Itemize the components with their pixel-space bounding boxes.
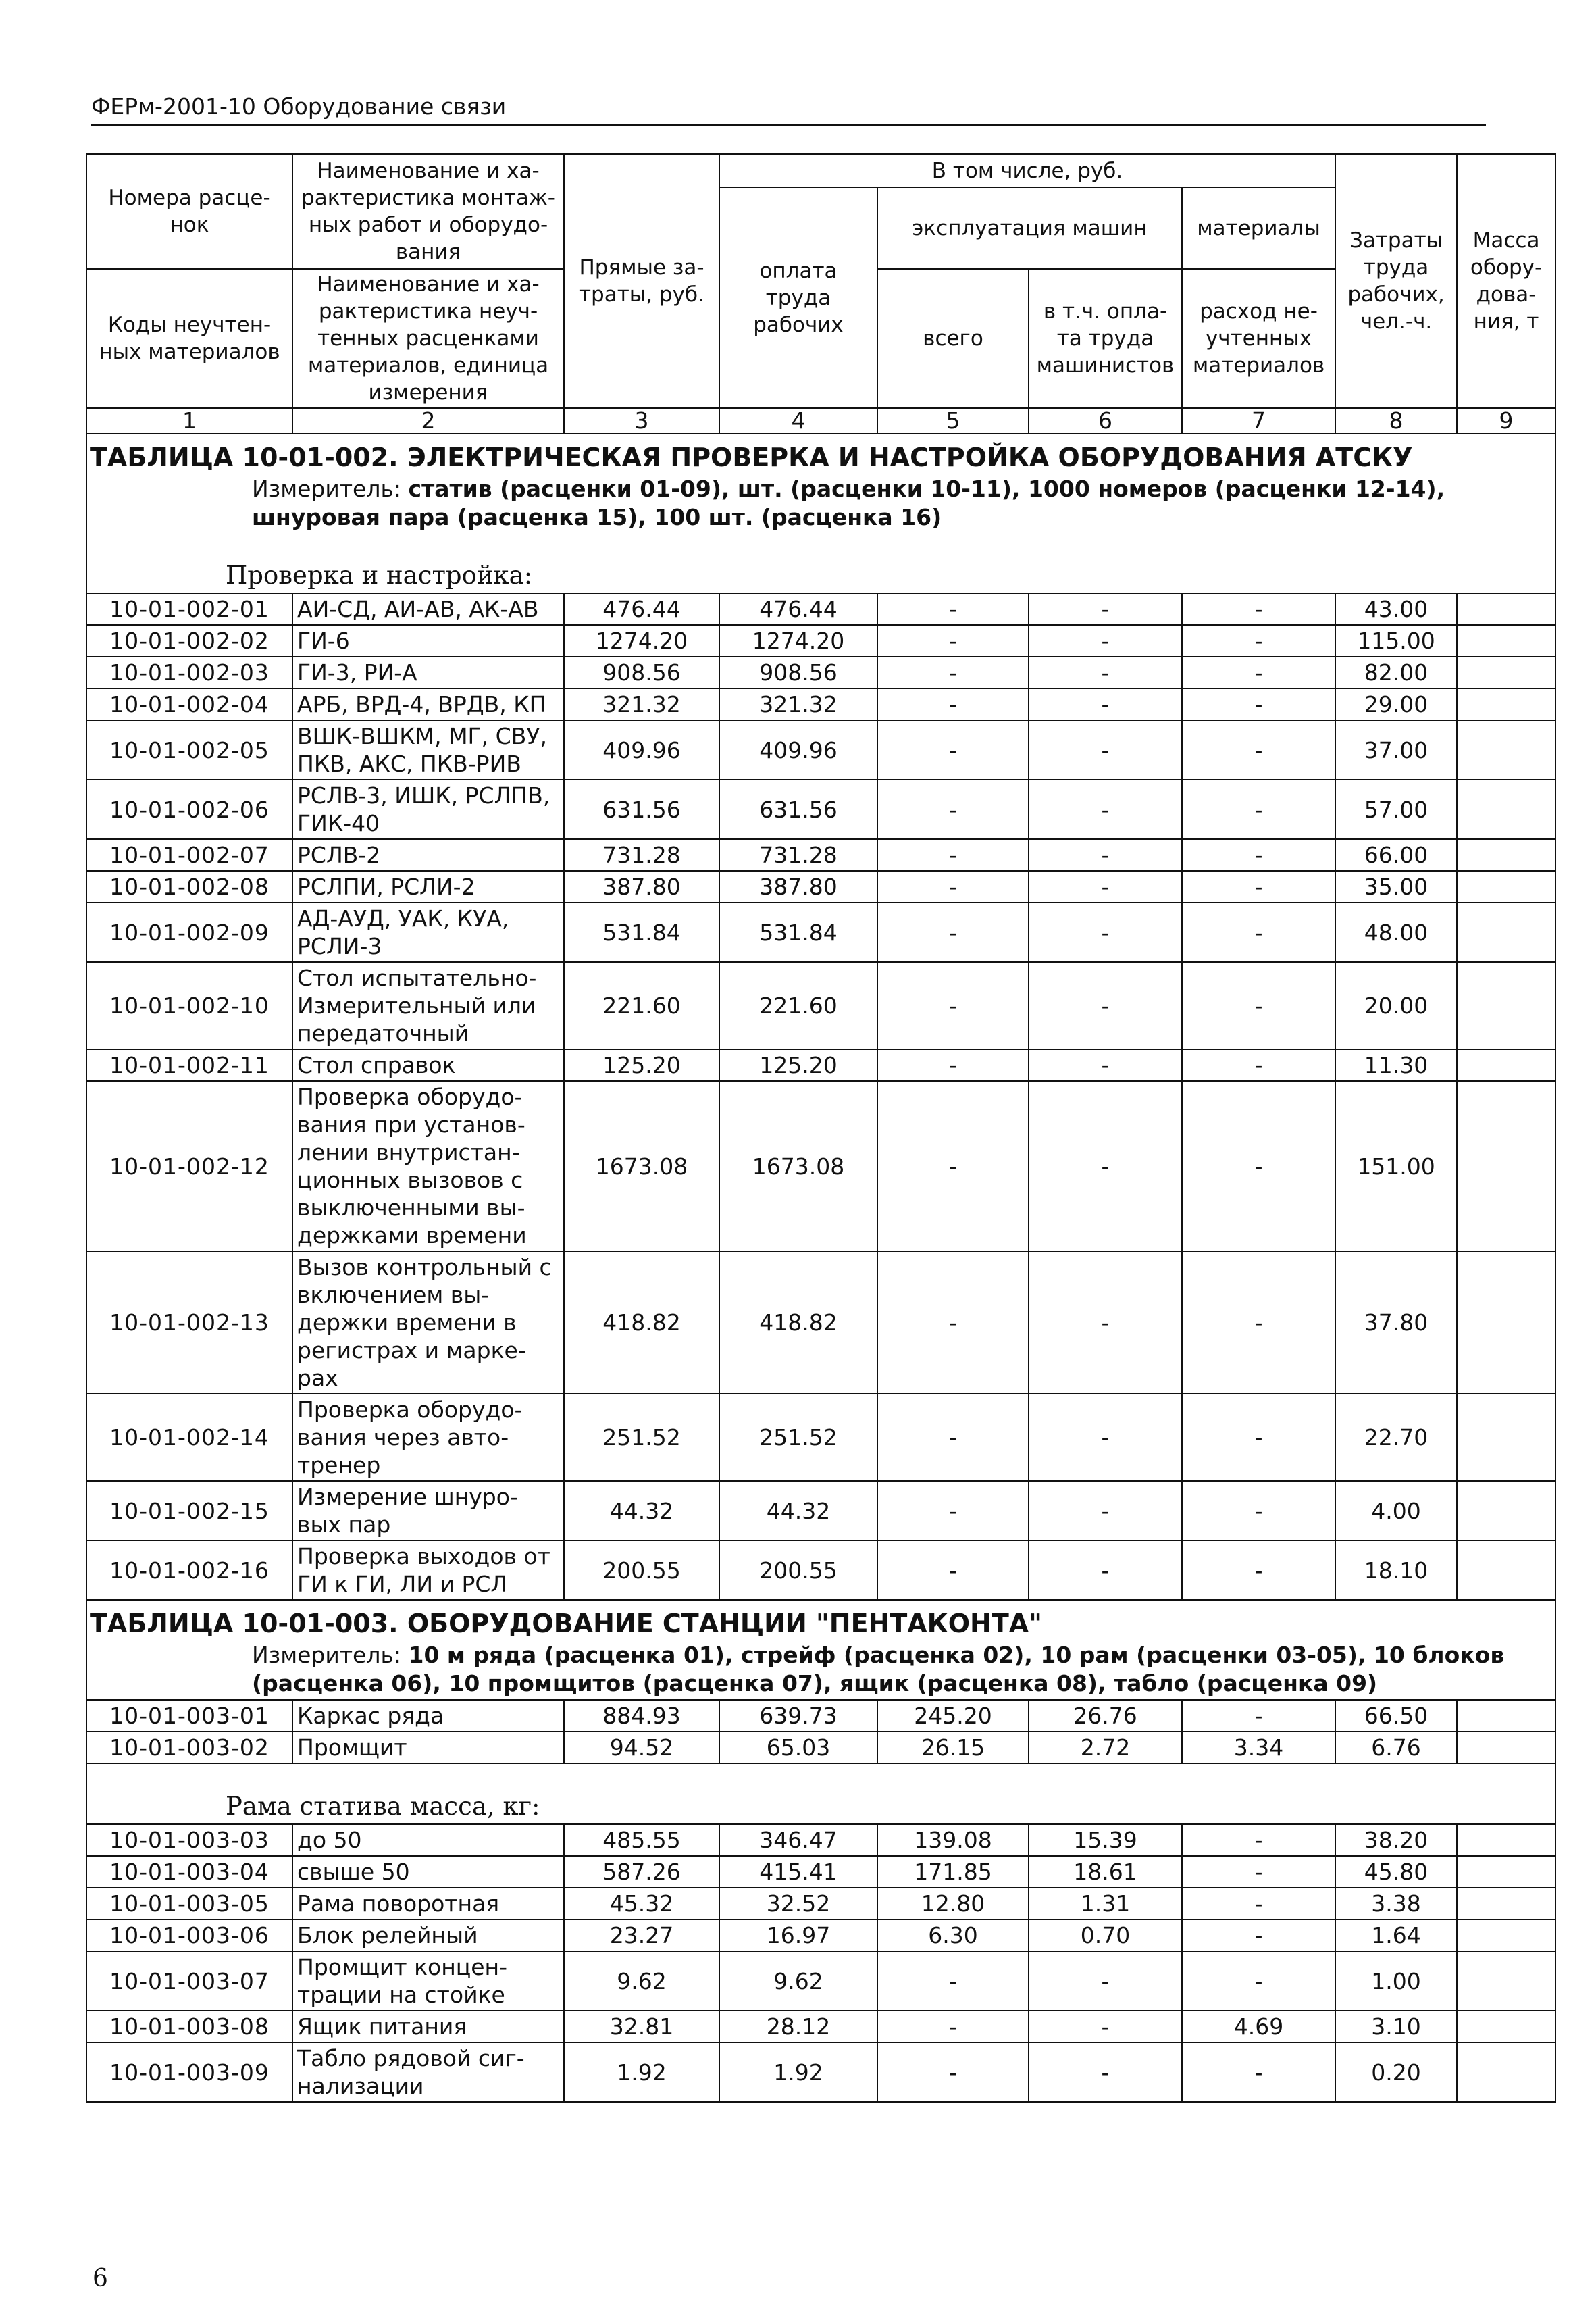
value-cell: - — [877, 871, 1029, 903]
value-cell: - — [877, 1394, 1029, 1481]
rate-code: 10-01-002-09 — [86, 903, 292, 962]
value-cell: - — [877, 2042, 1029, 2102]
col-material-consumption-header: расход не-учтенных материалов — [1182, 269, 1335, 408]
value-cell: 321.32 — [719, 688, 877, 720]
value-cell: - — [877, 593, 1029, 625]
value-cell — [1457, 871, 1555, 903]
value-cell: - — [877, 839, 1029, 871]
col-number: 4 — [719, 408, 877, 434]
col-worker-pay-header: оплата труда рабочих — [719, 188, 877, 408]
value-cell: 125.20 — [564, 1049, 719, 1081]
value-cell: - — [877, 962, 1029, 1049]
value-cell: - — [1029, 1540, 1182, 1600]
work-name: АИ-СД, АИ-АВ, АК-АВ — [292, 593, 564, 625]
value-cell: - — [877, 688, 1029, 720]
work-name: Вызов контрольный с включением вы-держки времени в регистрах и марке-рах — [292, 1251, 564, 1394]
value-cell — [1457, 688, 1555, 720]
value-cell — [1457, 720, 1555, 780]
value-cell: - — [1029, 593, 1182, 625]
col-number: 6 — [1029, 408, 1182, 434]
value-cell: 476.44 — [719, 593, 877, 625]
rate-code: 10-01-003-02 — [86, 1732, 292, 1763]
value-cell: 3.38 — [1335, 1888, 1457, 1919]
col-group-including-header: В том числе, руб. — [719, 154, 1335, 188]
table-row — [86, 1951, 1555, 2011]
unit-label: Измеритель: — [252, 1642, 402, 1668]
unit-text: статив (расценки 01-09), шт. (расценки 10-11), 1000 номеров (расценки 12-14), шнуровая пара (расценка 15), 100 шт. (расценка 16) — [252, 476, 1445, 530]
value-cell: 115.00 — [1335, 625, 1457, 657]
value-cell: - — [1182, 962, 1335, 1049]
value-cell: 23.27 — [564, 1919, 719, 1951]
work-name: Рама поворотная — [292, 1888, 564, 1919]
value-cell — [1457, 1856, 1555, 1888]
rate-code: 10-01-003-06 — [86, 1919, 292, 1951]
value-cell: 245.20 — [877, 1700, 1029, 1732]
value-cell: 9.62 — [719, 1951, 877, 2011]
value-cell: - — [877, 1481, 1029, 1540]
work-name: РСЛВ-3, ИШК, РСЛПВ, ГИК-40 — [292, 780, 564, 839]
value-cell: - — [1182, 1081, 1335, 1251]
value-cell: 20.00 — [1335, 962, 1457, 1049]
value-cell: - — [877, 657, 1029, 688]
unit-text: 10 м ряда (расценка 01), стрейф (расценка 02), 10 рам (расценки 03-05), 10 блоков (расценка 06), 10 промщитов (расценка 07), ящик (расценка 08), табло (расценка 09) — [252, 1642, 1505, 1696]
value-cell: - — [877, 2011, 1029, 2042]
table-row — [86, 1856, 1555, 1888]
value-cell: 151.00 — [1335, 1081, 1457, 1251]
table-row — [86, 1540, 1555, 1600]
value-cell: 32.81 — [564, 2011, 719, 2042]
rate-code: 10-01-003-08 — [86, 2011, 292, 2042]
value-cell: - — [1029, 720, 1182, 780]
table-row — [86, 839, 1555, 871]
col-labor-hours-header: Затраты труда рабочих, чел.-ч. — [1335, 154, 1457, 408]
value-cell: 4.69 — [1182, 2011, 1335, 2042]
value-cell: - — [1029, 2011, 1182, 2042]
rate-code: 10-01-002-03 — [86, 657, 292, 688]
rate-code: 10-01-002-05 — [86, 720, 292, 780]
work-name: АД-АУД, УАК, КУА, РСЛИ-3 — [292, 903, 564, 962]
table-row — [86, 1700, 1555, 1732]
value-cell: 125.20 — [719, 1049, 877, 1081]
value-cell: - — [1029, 688, 1182, 720]
work-name: Каркас ряда — [292, 1700, 564, 1732]
rate-code: 10-01-002-16 — [86, 1540, 292, 1600]
table-row — [86, 903, 1555, 962]
value-cell: - — [1029, 1481, 1182, 1540]
value-cell: 1.64 — [1335, 1919, 1457, 1951]
value-cell — [1457, 1251, 1555, 1394]
value-cell: 908.56 — [719, 657, 877, 688]
rate-code: 10-01-002-08 — [86, 871, 292, 903]
value-cell: - — [877, 1540, 1029, 1600]
work-name: Блок релейный — [292, 1919, 564, 1951]
value-cell: - — [1182, 1824, 1335, 1856]
rate-code: 10-01-002-02 — [86, 625, 292, 657]
table-row — [86, 1919, 1555, 1951]
rate-code: 10-01-002-15 — [86, 1481, 292, 1540]
value-cell: 1673.08 — [719, 1081, 877, 1251]
work-name: Табло рядовой сиг-нализации — [292, 2042, 564, 2102]
value-cell: - — [1182, 780, 1335, 839]
value-cell: - — [1029, 871, 1182, 903]
work-name: Проверка выходов от ГИ к ГИ, ЛИ и РСЛ — [292, 1540, 564, 1600]
col-machinist-pay-header: в т.ч. опла-та труда машинистов — [1029, 269, 1182, 408]
value-cell: 3.34 — [1182, 1732, 1335, 1763]
value-cell: 200.55 — [719, 1540, 877, 1600]
value-cell: 731.28 — [719, 839, 877, 871]
value-cell: 221.60 — [564, 962, 719, 1049]
value-cell — [1457, 1700, 1555, 1732]
value-cell: - — [1029, 1951, 1182, 2011]
rate-code: 10-01-002-01 — [86, 593, 292, 625]
value-cell: 1274.20 — [719, 625, 877, 657]
value-cell — [1457, 1049, 1555, 1081]
col-direct-costs-header: Прямые за-траты, руб. — [564, 154, 719, 408]
value-cell: - — [1029, 657, 1182, 688]
value-cell: 45.80 — [1335, 1856, 1457, 1888]
value-cell: - — [1182, 2042, 1335, 2102]
value-cell: 45.32 — [564, 1888, 719, 1919]
value-cell: 37.00 — [1335, 720, 1457, 780]
value-cell: - — [1182, 839, 1335, 871]
col-number: 1 — [86, 408, 292, 434]
value-cell: - — [1029, 903, 1182, 962]
rate-code: 10-01-002-13 — [86, 1251, 292, 1394]
col-machines-total-header: всего — [877, 269, 1029, 408]
table-row — [86, 1732, 1555, 1763]
value-cell — [1457, 657, 1555, 688]
value-cell: 0.20 — [1335, 2042, 1457, 2102]
value-cell: 9.62 — [564, 1951, 719, 2011]
value-cell: 16.97 — [719, 1919, 877, 1951]
table-row — [86, 780, 1555, 839]
value-cell — [1457, 625, 1555, 657]
value-cell: 587.26 — [564, 1856, 719, 1888]
value-cell: - — [1182, 1888, 1335, 1919]
value-cell — [1457, 839, 1555, 871]
value-cell: 66.00 — [1335, 839, 1457, 871]
value-cell: 15.39 — [1029, 1824, 1182, 1856]
value-cell: 4.00 — [1335, 1481, 1457, 1540]
value-cell: 32.52 — [719, 1888, 877, 1919]
value-cell: 22.70 — [1335, 1394, 1457, 1481]
value-cell: - — [1182, 1540, 1335, 1600]
value-cell: 631.56 — [719, 780, 877, 839]
table-row — [86, 962, 1555, 1049]
value-cell: - — [1182, 1700, 1335, 1732]
value-cell: 6.30 — [877, 1919, 1029, 1951]
table-row — [86, 1394, 1555, 1481]
value-cell: 908.56 — [564, 657, 719, 688]
col-mass-header: Масса обору-дова-ния, т — [1457, 154, 1555, 408]
value-cell: 66.50 — [1335, 1700, 1457, 1732]
rate-code: 10-01-002-12 — [86, 1081, 292, 1251]
table-row — [86, 871, 1555, 903]
table-10-01-002-unit — [90, 475, 1551, 532]
col-rate-number-header: Номера расце-нок — [86, 154, 292, 269]
value-cell: 221.60 — [719, 962, 877, 1049]
rate-code: 10-01-002-04 — [86, 688, 292, 720]
value-cell — [1457, 1824, 1555, 1856]
value-cell: - — [1029, 1394, 1182, 1481]
value-cell: - — [1182, 1856, 1335, 1888]
table-row — [86, 2042, 1555, 2102]
col-work-name-header: Наименование и ха-рактеристика монтаж-ных работ и оборудо-вания — [292, 154, 564, 269]
value-cell — [1457, 1481, 1555, 1540]
table-row — [86, 1049, 1555, 1081]
value-cell: - — [877, 1251, 1029, 1394]
value-cell: 1.31 — [1029, 1888, 1182, 1919]
value-cell: 346.47 — [719, 1824, 877, 1856]
work-name: ВШК-ВШКМ, МГ, СВУ, ПКВ, АКС, ПКВ-РИВ — [292, 720, 564, 780]
value-cell: 1.92 — [564, 2042, 719, 2102]
value-cell: 38.20 — [1335, 1824, 1457, 1856]
value-cell: - — [1182, 1049, 1335, 1081]
value-cell: - — [1029, 1081, 1182, 1251]
value-cell: - — [877, 780, 1029, 839]
value-cell: 94.52 — [564, 1732, 719, 1763]
rate-code: 10-01-003-04 — [86, 1856, 292, 1888]
value-cell — [1457, 1081, 1555, 1251]
table-10-01-003-unit — [90, 1641, 1551, 1698]
value-cell: 3.10 — [1335, 2011, 1457, 2042]
value-cell: - — [1182, 593, 1335, 625]
value-cell — [1457, 780, 1555, 839]
value-cell: 387.80 — [564, 871, 719, 903]
rate-code: 10-01-003-05 — [86, 1888, 292, 1919]
table-row — [86, 1081, 1555, 1251]
value-cell: - — [1182, 688, 1335, 720]
value-cell: - — [877, 1951, 1029, 2011]
value-cell: 1.92 — [719, 2042, 877, 2102]
col-number: 2 — [292, 408, 564, 434]
group-heading: Проверка и настройка: — [86, 533, 1555, 593]
value-cell: 18.10 — [1335, 1540, 1457, 1600]
value-cell: - — [1182, 1481, 1335, 1540]
value-cell — [1457, 1919, 1555, 1951]
table-row — [86, 1251, 1555, 1394]
value-cell: 531.84 — [564, 903, 719, 962]
value-cell: - — [1182, 1394, 1335, 1481]
work-name: АРБ, ВРД-4, ВРДВ, КП — [292, 688, 564, 720]
value-cell: - — [1182, 1951, 1335, 2011]
value-cell: 171.85 — [877, 1856, 1029, 1888]
value-cell: 1.00 — [1335, 1951, 1457, 2011]
value-cell: 1673.08 — [564, 1081, 719, 1251]
value-cell: 884.93 — [564, 1700, 719, 1732]
value-cell: 37.80 — [1335, 1251, 1457, 1394]
value-cell: 2.72 — [1029, 1732, 1182, 1763]
value-cell: 387.80 — [719, 871, 877, 903]
value-cell: 631.56 — [564, 780, 719, 839]
value-cell: 139.08 — [877, 1824, 1029, 1856]
work-name: Стол испытательно-Измерительный или передаточный — [292, 962, 564, 1049]
work-name: ГИ-3, РИ-А — [292, 657, 564, 688]
value-cell: - — [1182, 720, 1335, 780]
value-cell: - — [1182, 871, 1335, 903]
value-cell: - — [1029, 1251, 1182, 1394]
table-row — [86, 593, 1555, 625]
group-heading: Рама статива масса, кг: — [86, 1763, 1555, 1824]
value-cell: - — [1029, 2042, 1182, 2102]
value-cell: 44.32 — [564, 1481, 719, 1540]
work-name: Измерение шнуро-вых пар — [292, 1481, 564, 1540]
value-cell: - — [877, 1049, 1029, 1081]
value-cell: 26.76 — [1029, 1700, 1182, 1732]
value-cell: 48.00 — [1335, 903, 1457, 962]
value-cell: - — [877, 720, 1029, 780]
col-number: 9 — [1457, 408, 1555, 434]
value-cell: 82.00 — [1335, 657, 1457, 688]
rate-code: 10-01-003-01 — [86, 1700, 292, 1732]
value-cell — [1457, 1951, 1555, 2011]
col-group-machines-header: эксплуатация машин — [877, 188, 1182, 269]
work-name: РСЛВ-2 — [292, 839, 564, 871]
rate-code: 10-01-002-10 — [86, 962, 292, 1049]
col-group-materials-header: материалы — [1182, 188, 1335, 269]
value-cell: 28.12 — [719, 2011, 877, 2042]
value-cell: 18.61 — [1029, 1856, 1182, 1888]
value-cell — [1457, 962, 1555, 1049]
value-cell — [1457, 1394, 1555, 1481]
table-10-01-003-title: ТАБЛИЦА 10-01-003. ОБОРУДОВАНИЕ СТАНЦИИ "ПЕНТАКОНТА" — [90, 1609, 1042, 1638]
value-cell: 43.00 — [1335, 593, 1457, 625]
value-cell: 476.44 — [564, 593, 719, 625]
table-row — [86, 625, 1555, 657]
value-cell: 251.52 — [719, 1394, 877, 1481]
value-cell: 29.00 — [1335, 688, 1457, 720]
value-cell: 1274.20 — [564, 625, 719, 657]
col-material-codes-header: Коды неучтен-ных материалов — [86, 269, 292, 408]
value-cell: - — [1182, 903, 1335, 962]
col-number: 7 — [1182, 408, 1335, 434]
value-cell: 65.03 — [719, 1732, 877, 1763]
work-name: Ящик питания — [292, 2011, 564, 2042]
table-10-01-002-title: ТАБЛИЦА 10-01-002. ЭЛЕКТРИЧЕСКАЯ ПРОВЕРКА И НАСТРОЙКА ОБОРУДОВАНИЯ АТСКУ — [90, 443, 1413, 472]
col-material-name-header: Наименование и ха-рактеристика неуч-тенных расценками материалов, единица измерения — [292, 269, 564, 408]
value-cell: 26.15 — [877, 1732, 1029, 1763]
work-name: свыше 50 — [292, 1856, 564, 1888]
rate-code: 10-01-003-03 — [86, 1824, 292, 1856]
value-cell — [1457, 1732, 1555, 1763]
value-cell — [1457, 1540, 1555, 1600]
value-cell: 418.82 — [564, 1251, 719, 1394]
table-row — [86, 657, 1555, 688]
rate-code: 10-01-002-11 — [86, 1049, 292, 1081]
table-row — [86, 720, 1555, 780]
rate-code: 10-01-002-06 — [86, 780, 292, 839]
value-cell: - — [1029, 780, 1182, 839]
value-cell: 6.76 — [1335, 1732, 1457, 1763]
rate-code: 10-01-002-14 — [86, 1394, 292, 1481]
value-cell: 418.82 — [719, 1251, 877, 1394]
value-cell: 409.96 — [719, 720, 877, 780]
work-name: Промщит концен-трации на стойке — [292, 1951, 564, 2011]
value-cell: 251.52 — [564, 1394, 719, 1481]
value-cell: - — [877, 903, 1029, 962]
rate-code: 10-01-002-07 — [86, 839, 292, 871]
value-cell: 321.32 — [564, 688, 719, 720]
value-cell: 0.70 — [1029, 1919, 1182, 1951]
rate-code: 10-01-003-07 — [86, 1951, 292, 2011]
table-row — [86, 1824, 1555, 1856]
value-cell: 35.00 — [1335, 871, 1457, 903]
value-cell: 12.80 — [877, 1888, 1029, 1919]
value-cell — [1457, 593, 1555, 625]
page-number: 6 — [93, 2265, 108, 2292]
table-row — [86, 688, 1555, 720]
value-cell — [1457, 1888, 1555, 1919]
work-name: Проверка оборудо-вания через авто-тренер — [292, 1394, 564, 1481]
work-name: Стол справок — [292, 1049, 564, 1081]
value-cell — [1457, 2011, 1555, 2042]
value-cell — [1457, 903, 1555, 962]
col-number: 8 — [1335, 408, 1457, 434]
value-cell — [1457, 2042, 1555, 2102]
rate-code: 10-01-003-09 — [86, 2042, 292, 2102]
value-cell: 409.96 — [564, 720, 719, 780]
unit-label: Измеритель: — [252, 476, 402, 502]
work-name: РСЛПИ, РСЛИ-2 — [292, 871, 564, 903]
table-row — [86, 2011, 1555, 2042]
value-cell: 731.28 — [564, 839, 719, 871]
value-cell: - — [877, 1081, 1029, 1251]
work-name: Проверка оборудо-вания при установ-лении внутристан-ционных вызовов с выключенными вы-держками времени — [292, 1081, 564, 1251]
value-cell: 11.30 — [1335, 1049, 1457, 1081]
rates-table — [86, 153, 1556, 2103]
table-row — [86, 1481, 1555, 1540]
work-name: ГИ-6 — [292, 625, 564, 657]
value-cell: 639.73 — [719, 1700, 877, 1732]
value-cell: - — [1182, 657, 1335, 688]
value-cell: - — [877, 625, 1029, 657]
col-number: 3 — [564, 408, 719, 434]
value-cell: - — [1182, 1919, 1335, 1951]
col-number: 5 — [877, 408, 1029, 434]
value-cell: 531.84 — [719, 903, 877, 962]
value-cell: 57.00 — [1335, 780, 1457, 839]
value-cell: 485.55 — [564, 1824, 719, 1856]
value-cell: - — [1029, 1049, 1182, 1081]
value-cell: - — [1029, 962, 1182, 1049]
value-cell: - — [1029, 625, 1182, 657]
value-cell: 200.55 — [564, 1540, 719, 1600]
work-name: Промщит — [292, 1732, 564, 1763]
running-header: ФЕРм-2001-10 Оборудование связи — [91, 93, 1486, 126]
value-cell: - — [1182, 1251, 1335, 1394]
value-cell: - — [1182, 625, 1335, 657]
value-cell: 415.41 — [719, 1856, 877, 1888]
table-row — [86, 1888, 1555, 1919]
value-cell: 44.32 — [719, 1481, 877, 1540]
work-name: до 50 — [292, 1824, 564, 1856]
value-cell: - — [1029, 839, 1182, 871]
